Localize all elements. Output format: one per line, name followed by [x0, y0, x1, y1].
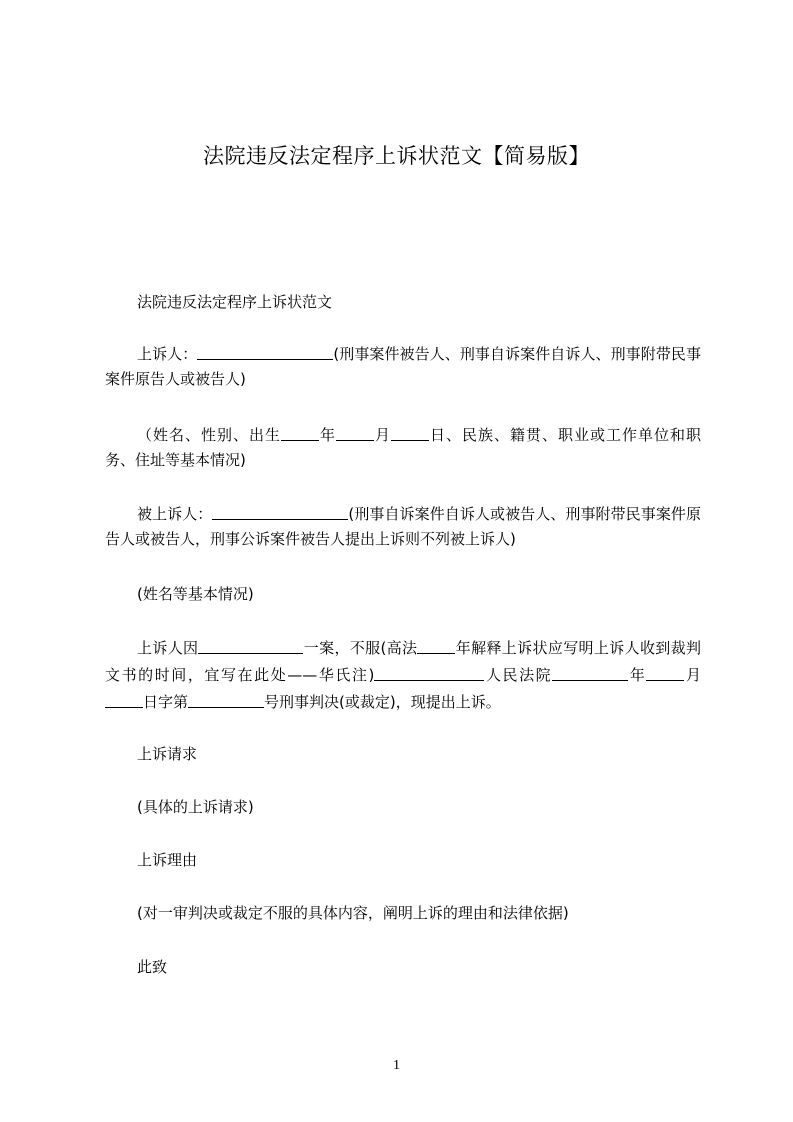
cause-text-6: 月	[684, 666, 701, 684]
request-body: (具体的上诉请求)	[137, 798, 254, 816]
appellee-info-text: (姓名等基本情况)	[137, 585, 254, 603]
appellant-blank	[197, 344, 333, 360]
closing-text: 此致	[137, 958, 168, 976]
court-blank	[374, 665, 484, 681]
cause-text-1: 上诉人因	[137, 639, 199, 657]
birth-year-blank	[281, 425, 319, 441]
appellant-info-text-4: 日、民族、籍贯、职业或工作单位和职务、住址等基本情况)	[105, 426, 701, 469]
request-heading: 上诉请求	[137, 745, 198, 763]
appellant-info-text-2: 年	[318, 426, 336, 444]
cause-text-4: 人民法院	[484, 666, 553, 684]
closing-paragraph	[105, 955, 701, 980]
appellant-info-paragraph	[105, 423, 701, 473]
birth-day-blank	[391, 425, 429, 441]
birth-month-blank	[336, 425, 374, 441]
request-body-paragraph	[105, 795, 701, 820]
appellant-info-text-1: （姓名、性别、出生	[137, 426, 281, 444]
cause-text-8: 号刑事判决(或裁定)，现提出上诉。	[264, 693, 501, 711]
cause-text-2: 一案，不服(高法	[303, 639, 418, 657]
cause-paragraph	[105, 635, 701, 716]
appellee-blank	[212, 504, 348, 520]
reason-body: (对一审判决或裁定不服的具体内容，阐明上诉的理由和法律依据)	[137, 904, 569, 922]
judgment-year-blank	[552, 665, 628, 681]
judgment-month-blank	[646, 665, 684, 681]
appellant-desc: (刑事案件被告人、刑事自诉案件自诉人、刑事附带民事案件原告人或被告人)	[105, 345, 701, 388]
judgment-number-blank	[188, 692, 264, 708]
reason-body-paragraph	[105, 901, 701, 926]
page-number: 1	[393, 1058, 400, 1073]
reason-heading-paragraph	[105, 848, 701, 873]
appellee-info-paragraph	[105, 582, 701, 607]
appellant-info-text-3: 月	[373, 426, 391, 444]
document-title: 法院违反法定程序上诉状范文【简易版】	[203, 144, 590, 168]
interp-year-blank	[417, 638, 455, 654]
cause-text-5: 年	[628, 666, 647, 684]
appellee-paragraph	[105, 502, 701, 552]
cause-text-7: 日字第	[143, 693, 189, 711]
request-heading-paragraph	[105, 742, 701, 767]
subtitle-text: 法院违反法定程序上诉状范文	[137, 293, 333, 311]
cause-text-3: 年解释上诉状应写明上诉人收到裁判文书的时间，宜写在此处——华氏注)	[105, 639, 701, 684]
appellant-paragraph	[105, 342, 701, 392]
case-name-blank	[198, 638, 303, 654]
subtitle-paragraph	[105, 290, 701, 315]
appellant-label: 上诉人：	[137, 345, 198, 363]
reason-heading: 上诉理由	[137, 851, 198, 869]
appellee-desc: (刑事自诉案件自诉人或被告人、刑事附带民事案件原告人或被告人，刑事公诉案件被告人提出上诉则不列被上诉人)	[105, 505, 701, 548]
appellee-label: 被上诉人：	[137, 505, 213, 523]
judgment-day-blank	[105, 692, 143, 708]
